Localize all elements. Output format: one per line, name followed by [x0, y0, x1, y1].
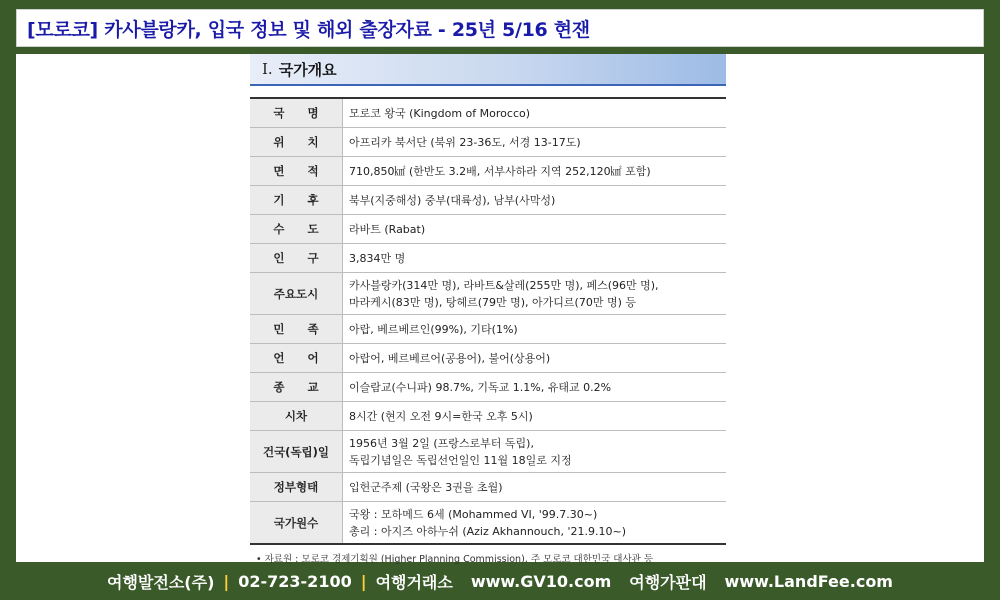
row-label: 건국(독립)일 — [250, 431, 343, 473]
row-value-line: 8시간 (현지 오전 9시=한국 오후 5시) — [349, 409, 533, 423]
row-value — [343, 273, 727, 315]
row-value-line: 국왕 : 모하메드 6세 (Mohammed VI, '99.7.30~) — [349, 507, 598, 521]
section-header — [250, 54, 726, 86]
agency-link[interactable]: www.GV10.com — [470, 571, 612, 591]
row-label: 면 적 — [250, 157, 343, 186]
table-row — [250, 128, 726, 157]
row-value-line: 북부(지중해성) 중부(대륙성), 남부(사막성) — [349, 193, 556, 207]
table-row — [250, 98, 726, 128]
row-value — [343, 502, 727, 545]
row-value — [343, 157, 727, 186]
row-label: 언 어 — [250, 344, 343, 373]
row-value-line: 마라케시(83만 명), 탕헤르(79만 명), 아가디르(70만 명) 등 — [349, 295, 636, 309]
section-title: 국가개요 — [278, 60, 337, 79]
separator-icon: | — [223, 571, 230, 591]
row-label: 국가원수 — [250, 502, 343, 545]
row-value-line: 모로코 왕국 (Kingdom of Morocco) — [349, 106, 531, 120]
row-value-line: 1956년 3월 2일 (프랑스로부터 독립), — [349, 436, 534, 450]
table-row — [250, 402, 726, 431]
row-value-line: 라바트 (Rabat) — [349, 222, 426, 236]
row-label: 수 도 — [250, 215, 343, 244]
table-row — [250, 157, 726, 186]
row-value — [343, 402, 727, 431]
table-row — [250, 244, 726, 273]
separator-icon: | — [360, 571, 367, 591]
row-value-line: 이슬람교(수니파) 98.7%, 기독교 1.1%, 유태교 0.2% — [349, 380, 612, 394]
row-value-line: 독립기념일은 독립선언일인 11월 18일로 지정 — [349, 453, 572, 467]
row-value — [343, 473, 727, 502]
row-value — [343, 215, 727, 244]
row-value-line: 아랍, 베르베르인(99%), 기타(1%) — [349, 322, 518, 336]
row-value-line: 총리 : 아지즈 아하누쉬 (Aziz Akhannouch, '21.9.10~) — [349, 524, 627, 538]
title-bar — [16, 9, 984, 47]
price-label: 여행가판대 — [629, 572, 707, 592]
table-row — [250, 502, 726, 545]
row-label: 국 명 — [250, 98, 343, 128]
row-value — [343, 98, 727, 128]
content-area — [16, 54, 984, 565]
row-label: 정부형태 — [250, 473, 343, 502]
row-label: 시차 — [250, 402, 343, 431]
table-row — [250, 215, 726, 244]
row-value-line: 아프리카 북서단 (북위 23-36도, 서경 13-17도) — [349, 135, 581, 149]
source-footnote: • 자료원 : 모로코 경제기획원 (Higher Planning Commission), 주 모로코 대한민국 대사관 등 — [256, 554, 654, 565]
row-value-line: 아랍어, 베르베르어(공용어), 불어(상용어) — [349, 351, 551, 365]
row-value — [343, 186, 727, 215]
table-row — [250, 344, 726, 373]
document — [250, 54, 726, 565]
row-label: 인 구 — [250, 244, 343, 273]
row-value — [343, 128, 727, 157]
row-value — [343, 431, 727, 473]
footer-bar — [0, 566, 1000, 596]
row-label: 주요도시 — [250, 273, 343, 315]
row-value-line: 3,834만 명 — [349, 251, 406, 265]
row-label: 종 교 — [250, 373, 343, 402]
page-title: [모로코] 카사블랑카, 입국 정보 및 해외 출장자료 - 25년 5/16 현잰 — [27, 18, 590, 41]
section-number: Ⅰ. — [262, 60, 273, 78]
country-overview-table — [250, 97, 726, 545]
row-value — [343, 315, 727, 344]
row-label: 민 족 — [250, 315, 343, 344]
price-link[interactable]: www.LandFee.com — [724, 571, 893, 591]
table-row — [250, 373, 726, 402]
agency-label: 여행거래소 — [375, 572, 453, 592]
table-row — [250, 186, 726, 215]
row-value-line: 카사블랑카(314만 명), 라바트&살레(255만 명), 페스(96만 명), — [349, 278, 659, 292]
row-value-line: 710,850㎢ (한반도 3.2배, 서부사하라 지역 252,120㎢ 포함) — [349, 164, 651, 178]
phone-number: 02-723-2100 — [238, 571, 352, 591]
table-row — [250, 431, 726, 473]
row-label: 기 후 — [250, 186, 343, 215]
table-row — [250, 473, 726, 502]
row-value — [343, 244, 727, 273]
company-name: 여행발전소(주) — [107, 572, 215, 592]
table-row — [250, 315, 726, 344]
row-value — [343, 373, 727, 402]
row-label: 위 치 — [250, 128, 343, 157]
row-value-line: 입헌군주제 (국왕은 3권을 초월) — [349, 480, 503, 494]
table-row — [250, 273, 726, 315]
row-value — [343, 344, 727, 373]
